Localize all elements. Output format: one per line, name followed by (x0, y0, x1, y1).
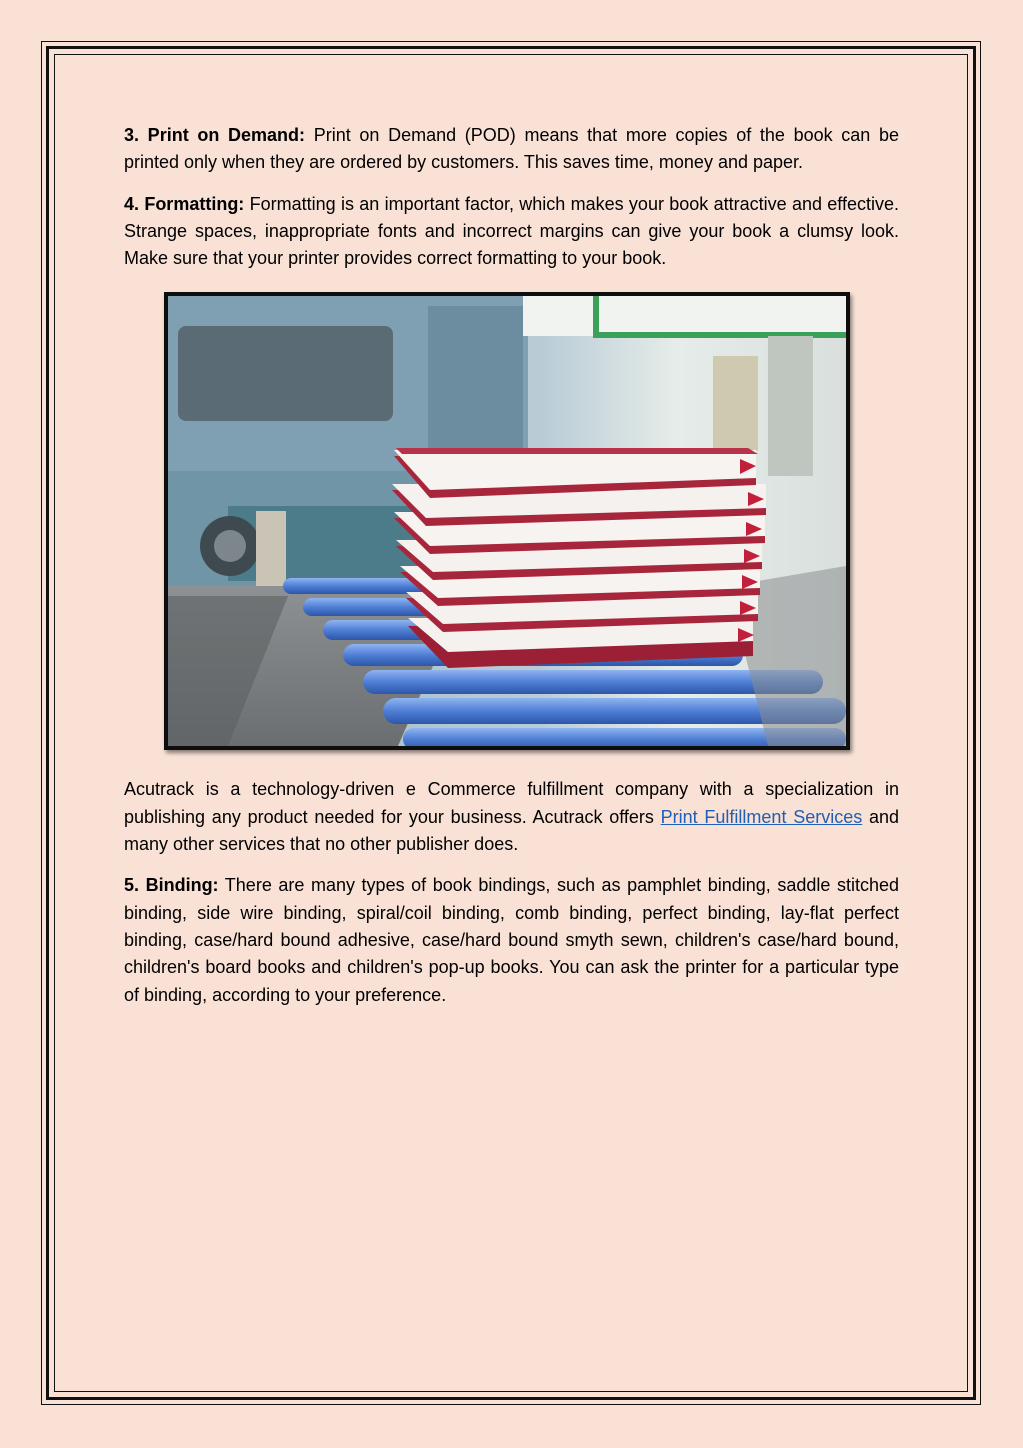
paragraph-formatting (124, 191, 899, 273)
heading-print-on-demand: 3. Print on Demand: (124, 125, 306, 145)
body-formatting: Formatting is an important factor, which makes your book attractive and effective. Strange spaces, inappropriate fonts and incorrect margins can give your book a clumsy look. Make sure that your printer provides correct formatting to your book. (124, 193, 899, 269)
book-stack-photo (164, 292, 850, 750)
acutrack-text-after-link: and many other services that no other publisher does. (124, 806, 899, 855)
paragraph-acutrack (124, 776, 899, 858)
print-fulfillment-services-link[interactable]: Print Fulfillment Services (660, 806, 863, 827)
paragraph-binding (124, 872, 899, 1008)
page-content (124, 122, 899, 1023)
acutrack-text-before-link: Acutrack is a technology-driven e Commerce fulfillment company with a specialization in publishing any product needed for your business. Acutrack offers (124, 779, 899, 827)
paragraph-print-on-demand (124, 122, 899, 177)
heading-binding: 5. Binding: (124, 875, 219, 896)
heading-formatting: 4. Formatting: (124, 193, 245, 214)
body-print-on-demand: Print on Demand (POD) means that more copies of the book can be printed only when they are ordered by customers. This saves time, money and paper. (124, 125, 900, 173)
body-binding: There are many types of book bindings, such as pamphlet binding, saddle stitched binding, side wire binding, spiral/coil binding, comb binding, perfect binding, lay-flat perfect binding, case/hard bound adhesive, case/hard bound smyth sewn, children's case/hard bound, children's board books and children's pop-up books. You can ask the printer for a particular type of binding, according to your preference. (124, 875, 899, 1005)
